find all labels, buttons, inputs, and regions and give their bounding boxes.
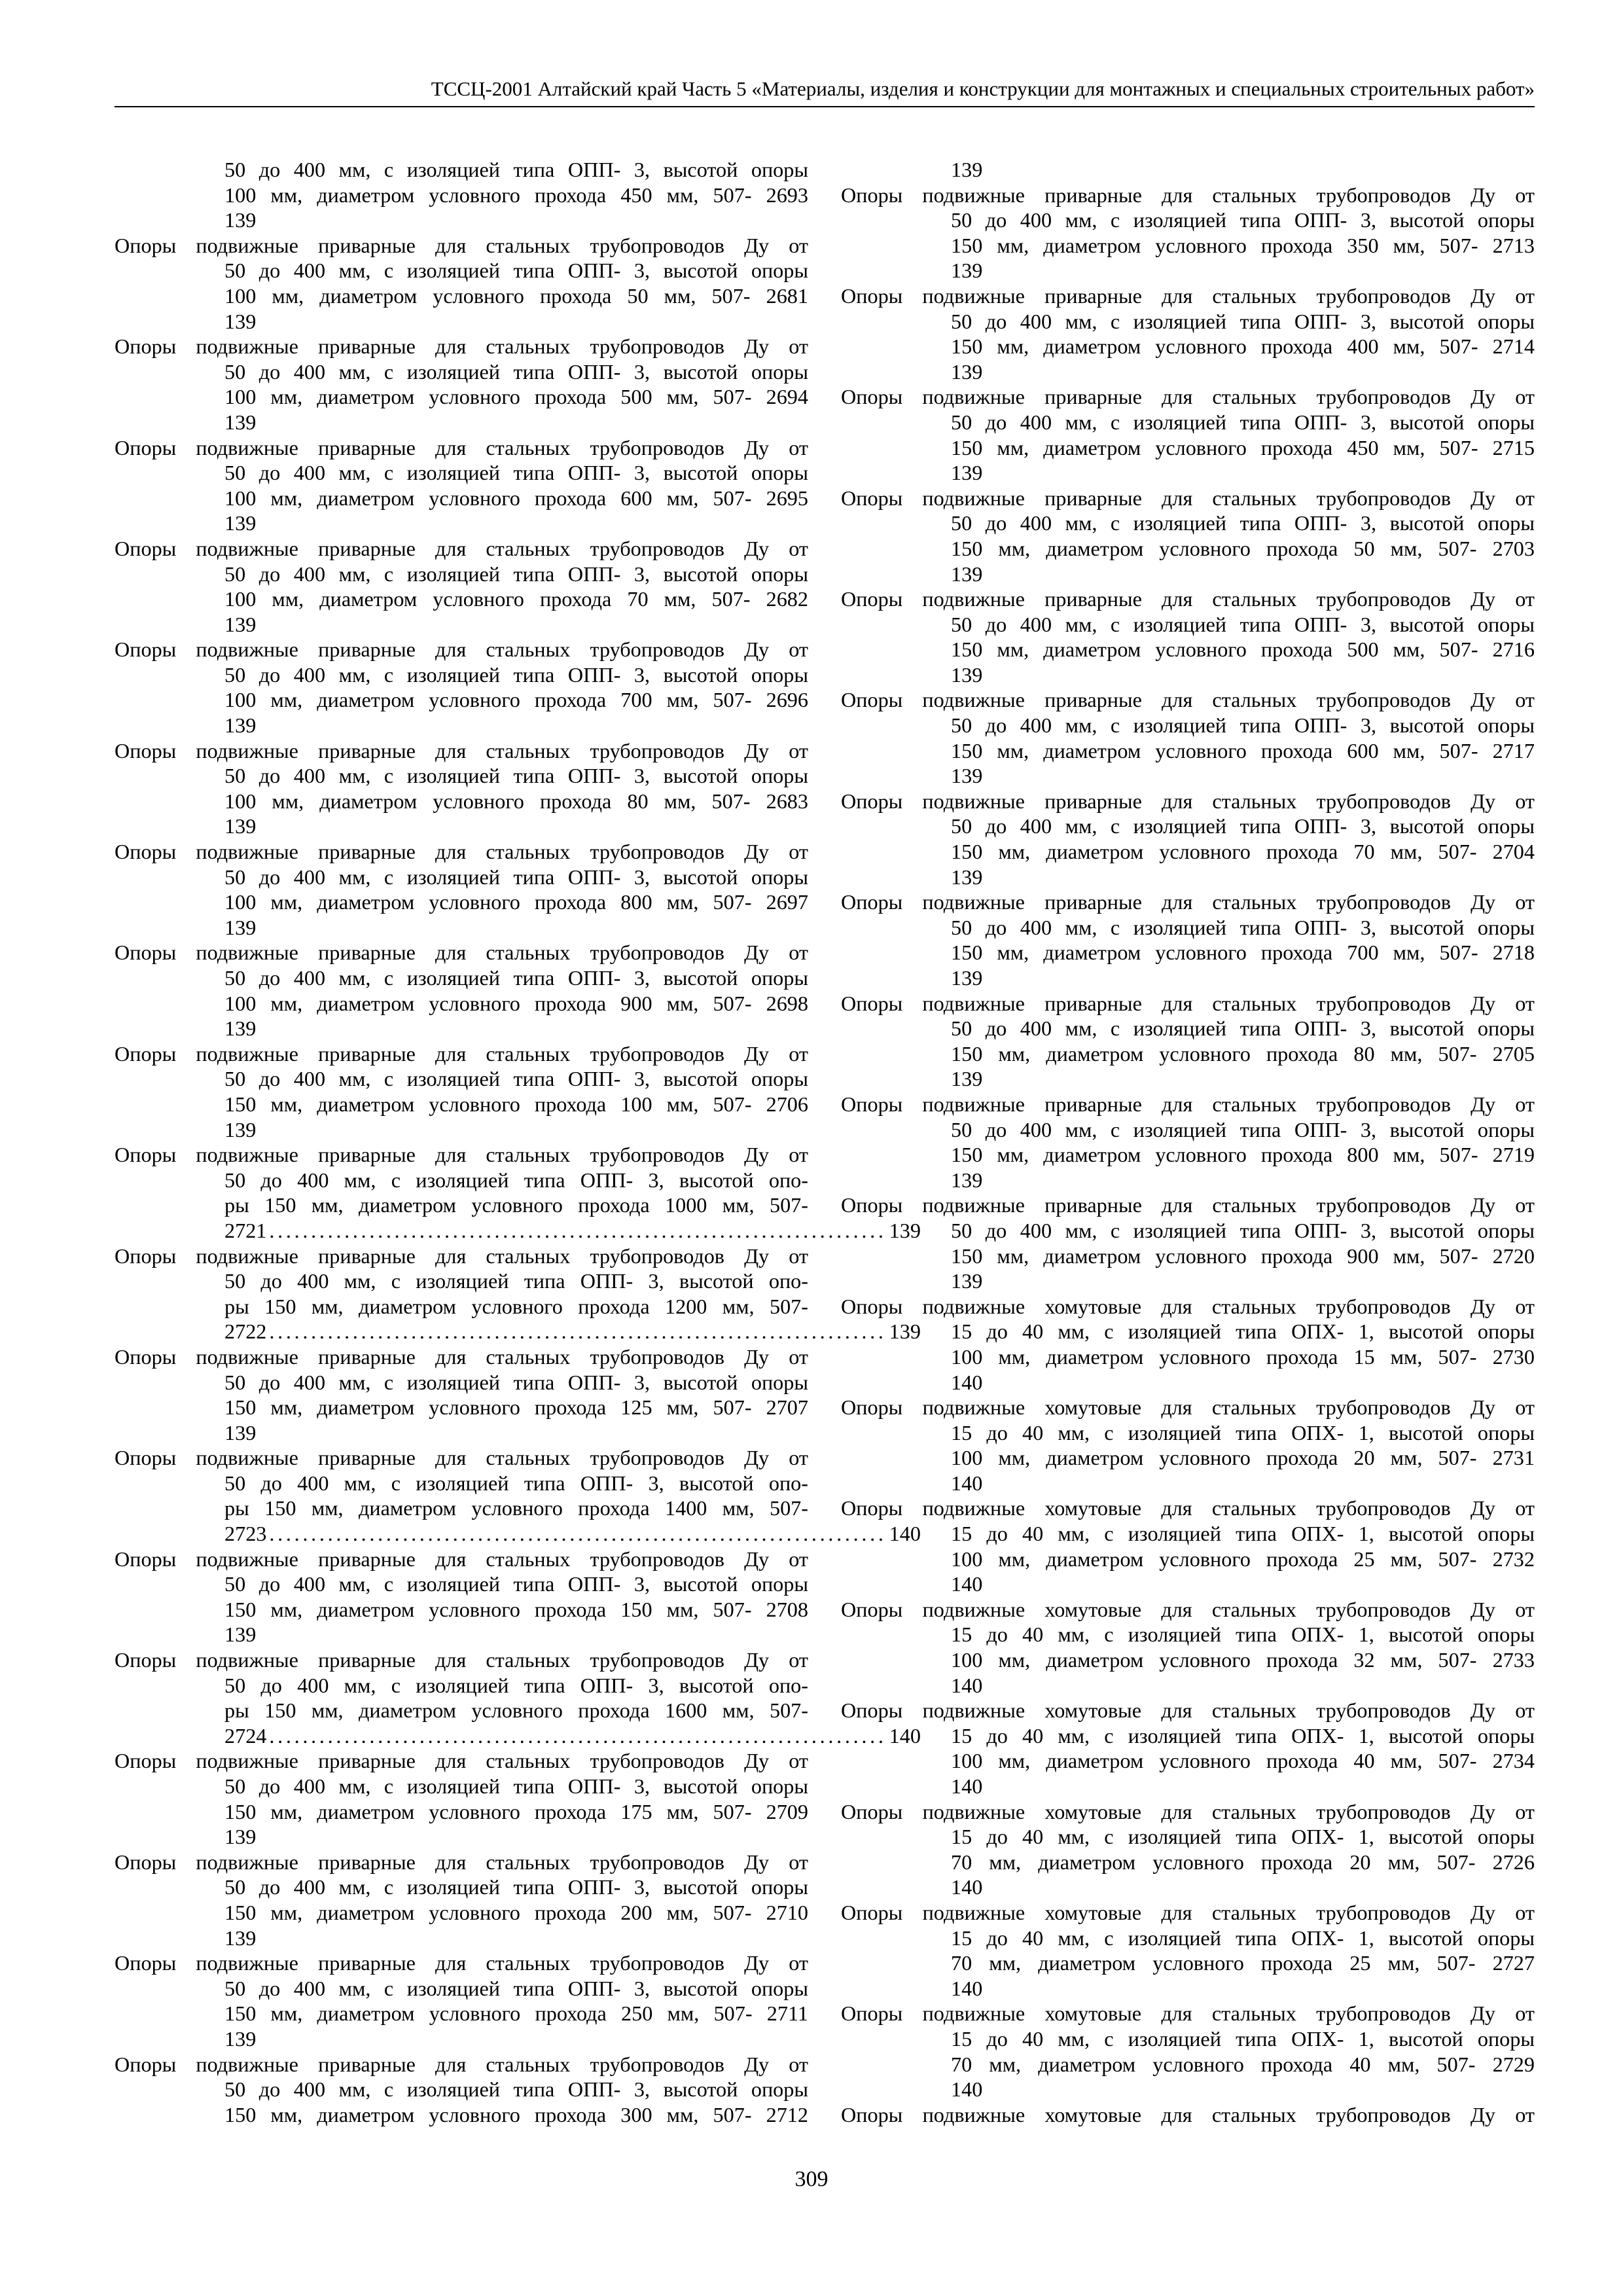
entry-continuation-line: 50 до 400 мм, с изоляцией типа ОПП- 3, высотой опоры — [224, 259, 808, 283]
entry-continuation-line: 139 — [224, 1623, 257, 1647]
entry-title-line: Опоры подвижные хомутовые для стальных трубопроводов Ду от — [841, 2102, 1535, 2126]
entry-title-line: Опоры подвижные приварные для стальных трубопроводов Ду от — [115, 1547, 808, 1571]
entry-continuation-line: 100 мм, диаметром условного прохода 900 мм, 507- 2698 — [224, 991, 808, 1015]
entry-continuation-line: 139 — [951, 1168, 983, 1192]
entry-continuation-line: 150 мм, диаметром условного прохода 175 мм, 507- 2709 — [224, 1799, 808, 1823]
entry-continuation-line: 139 — [224, 814, 257, 838]
entry-title-line: Опоры подвижные приварные для стальных трубопроводов Ду от — [115, 738, 808, 762]
index-entry — [841, 1395, 1535, 1496]
entry-continuation-line: 15 до 40 мм, с изоляцией типа ОПХ- 1, высотой опоры — [951, 1926, 1535, 1950]
entry-continuation-line: 50 до 400 мм, с изоляцией типа ОПП- 3, высотой опо- — [224, 1168, 808, 1192]
entry-continuation-line: 50 до 400 мм, с изоляцией типа ОПП- 3, высотой опоры — [951, 309, 1535, 333]
index-entry — [115, 157, 808, 233]
entry-continuation-line: 50 до 400 мм, с изоляцией типа ОПП- 3, высотой опоры — [951, 1016, 1535, 1041]
entry-code: 2722 — [224, 1319, 267, 1344]
entry-continuation-line: ры 150 мм, диаметром условного прохода 1600 мм, 507- — [224, 1698, 808, 1723]
entry-continuation-line: 15 до 40 мм, с изоляцией типа ОПХ- 1, высотой опоры — [951, 1723, 1535, 1748]
entry-continuation-line: 15 до 40 мм, с изоляцией типа ОПХ- 1, высотой опоры — [951, 1319, 1535, 1344]
entry-title-line: Опоры подвижные хомутовые для стальных трубопроводов Ду от — [841, 1597, 1535, 1621]
entry-continuation-line: 50 до 400 мм, с изоляцией типа ОПП- 3, высотой опоры — [224, 1976, 808, 2000]
index-entry — [115, 2052, 808, 2128]
entry-continuation-line: ры 150 мм, диаметром условного прохода 1400 мм, 507- — [224, 1496, 808, 1520]
index-entry — [841, 991, 1535, 1092]
entry-continuation-line: 50 до 400 мм, с изоляцией типа ОПП- 3, высотой опоры — [224, 1875, 808, 1899]
entry-page-ref: 139 — [889, 1319, 921, 1344]
entry-continuation-line: 150 мм, диаметром условного прохода 450 мм, 507- 2715 — [951, 435, 1535, 459]
entry-continuation-line: 100 мм, диаметром условного прохода 40 мм, 507- 2734 — [951, 1749, 1535, 1773]
entry-title-line: Опоры подвижные приварные для стальных трубопроводов Ду от — [841, 283, 1535, 308]
entry-continuation-line: 140 — [951, 1471, 983, 1495]
entry-continuation-line: 150 мм, диаметром условного прохода 80 мм, 507- 2705 — [951, 1041, 1535, 1066]
entry-title-line: Опоры подвижные хомутовые для стальных трубопроводов Ду от — [841, 1698, 1535, 1723]
entry-continuation-line: 150 мм, диаметром условного прохода 200 мм, 507- 2710 — [224, 1900, 808, 1924]
page-header: ТССЦ-2001 Алтайский край Часть 5 «Материалы, изделия и конструкции для монтажных и специальных строительных работ» — [431, 77, 1535, 100]
index-entry — [841, 157, 1535, 183]
index-entry — [841, 687, 1535, 788]
index-entry — [841, 384, 1535, 485]
index-entry — [115, 940, 808, 1041]
index-column-left — [115, 157, 921, 2127]
entry-continuation-line: 100 мм, диаметром условного прохода 800 мм, 507- 2697 — [224, 890, 808, 914]
entry-continuation-line: 50 до 400 мм, с изоляцией типа ОПП- 3, высотой опоры — [224, 158, 808, 181]
entry-code: 2723 — [224, 1522, 267, 1546]
entry-continuation-line: 139 — [224, 1420, 257, 1444]
index-entry — [841, 183, 1535, 283]
entry-title-line: Опоры подвижные приварные для стальных трубопроводов Ду от — [115, 1446, 808, 1470]
entry-continuation-line: 50 до 400 мм, с изоляцией типа ОПП- 3, высотой опо- — [224, 1673, 808, 1697]
index-entry — [841, 789, 1535, 889]
entry-title-line: Опоры подвижные приварные для стальных трубопроводов Ду от — [115, 1244, 808, 1268]
entry-continuation-line: 140 — [951, 1774, 983, 1798]
entry-continuation-line: 150 мм, диаметром условного прохода 600 мм, 507- 2717 — [951, 738, 1535, 762]
entry-continuation-line: 139 — [951, 562, 983, 586]
entry-title-line: Опоры подвижные приварные для стальных трубопроводов Ду от — [841, 991, 1535, 1015]
leader-row — [224, 1521, 921, 1547]
entry-leader-line — [115, 1723, 921, 1749]
entry-continuation-line: 100 мм, диаметром условного прохода 700 мм, 507- 2696 — [224, 688, 808, 712]
entry-title-line: Опоры подвижные приварные для стальных трубопроводов Ду от — [115, 1850, 808, 1874]
entry-continuation-line: 50 до 400 мм, с изоляцией типа ОПП- 3, высотой опоры — [951, 814, 1535, 838]
entry-continuation-line: 139 — [951, 259, 983, 283]
entry-page-ref: 140 — [889, 1723, 921, 1748]
entry-continuation-line: 100 мм, диаметром условного прохода 70 мм, 507- 2682 — [224, 587, 808, 611]
entry-code: 2721 — [224, 1218, 267, 1242]
index-entry — [841, 2102, 1535, 2128]
index-entry — [115, 1041, 808, 1142]
entry-continuation-line: 140 — [951, 1976, 983, 2000]
entry-continuation-line: 150 мм, диаметром условного прохода 900 мм, 507- 2720 — [951, 1244, 1535, 1268]
entry-continuation-line: 139 — [224, 612, 257, 636]
entry-continuation-line: 50 до 400 мм, с изоляцией типа ОПП- 3, высотой опоры — [224, 1370, 808, 1394]
entry-continuation-line: 70 мм, диаметром условного прохода 40 мм, 507- 2729 — [951, 2052, 1535, 2076]
dot-leader: .......................................................................... — [269, 1218, 887, 1242]
entry-continuation-line: 150 мм, диаметром условного прохода 500 мм, 507- 2716 — [951, 637, 1535, 662]
entry-title-line: Опоры подвижные приварные для стальных трубопроводов Ду от — [841, 183, 1535, 207]
entry-title-line: Опоры подвижные приварные для стальных трубопроводов Ду от — [841, 587, 1535, 611]
entry-continuation-line: 15 до 40 мм, с изоляцией типа ОПХ- 1, высотой опоры — [951, 1825, 1535, 1849]
entry-title-line: Опоры подвижные приварные для стальных трубопроводов Ду от — [115, 840, 808, 864]
dot-leader: .......................................................................... — [269, 1522, 887, 1546]
entry-continuation-line: 15 до 40 мм, с изоляцией типа ОПХ- 1, высотой опоры — [951, 1420, 1535, 1444]
entry-continuation-line: 139 — [951, 461, 983, 485]
entry-continuation-line: 50 до 400 мм, с изоляцией типа ОПП- 3, высотой опоры — [951, 511, 1535, 535]
entry-title-line: Опоры подвижные приварные для стальных трубопроводов Ду от — [841, 789, 1535, 813]
entry-title-line: Опоры подвижные хомутовые для стальных трубопроводов Ду от — [841, 1900, 1535, 1924]
entry-continuation-line: 140 — [951, 1875, 983, 1899]
index-entry — [115, 1344, 808, 1445]
entry-continuation-line: 150 мм, диаметром условного прохода 300 мм, 507- 2712 — [224, 2102, 808, 2126]
dot-leader: .......................................................................... — [269, 1723, 887, 1748]
entry-title-line: Опоры подвижные приварные для стальных трубопроводов Ду от — [115, 637, 808, 662]
entry-code: 2724 — [224, 1723, 267, 1748]
entry-continuation-line: 50 до 400 мм, с изоляцией типа ОПП- 3, высотой опоры — [951, 1218, 1535, 1242]
entry-continuation-line: 139 — [951, 764, 983, 788]
entry-continuation-line: 50 до 400 мм, с изоляцией типа ОПП- 3, высотой опоры — [951, 1117, 1535, 1141]
entry-continuation-line: 140 — [951, 1370, 983, 1394]
index-entry — [115, 1748, 808, 1849]
entry-title-line: Опоры подвижные приварные для стальных трубопроводов Ду от — [115, 1951, 808, 1975]
index-column-right — [841, 157, 1535, 2127]
entry-continuation-line: 139 — [224, 1825, 257, 1849]
index-entry — [841, 1496, 1535, 1596]
entry-continuation-line: 150 мм, диаметром условного прохода 125 мм, 507- 2707 — [224, 1395, 808, 1420]
index-entry — [115, 1445, 921, 1546]
header-rule — [115, 106, 1535, 107]
entry-continuation-line: 15 до 40 мм, с изоляцией типа ОПХ- 1, высотой опоры — [951, 2026, 1535, 2051]
entry-continuation-line: 50 до 400 мм, с изоляцией типа ОПП- 3, высотой опоры — [224, 1067, 808, 1091]
entry-continuation-line: 150 мм, диаметром условного прохода 70 мм, 507- 2704 — [951, 840, 1535, 864]
entry-continuation-line: 140 — [951, 1673, 983, 1697]
entry-continuation-line: 140 — [951, 1572, 983, 1596]
entry-continuation-line: 100 мм, диаметром условного прохода 80 мм, 507- 2683 — [224, 789, 808, 813]
entry-continuation-line: 139 — [224, 309, 257, 333]
entry-title-line: Опоры подвижные приварные для стальных трубопроводов Ду от — [115, 1041, 808, 1066]
entry-continuation-line: ры 150 мм, диаметром условного прохода 1000 мм, 507- — [224, 1193, 808, 1217]
entry-continuation-line: 139 — [951, 662, 983, 687]
entry-continuation-line: 150 мм, диаметром условного прохода 700 мм, 507- 2718 — [951, 941, 1535, 965]
entry-continuation-line: 50 до 400 мм, с изоляцией типа ОПП- 3, высотой опоры — [224, 865, 808, 889]
entry-continuation-line: 50 до 400 мм, с изоляцией типа ОПП- 3, высотой опоры — [224, 461, 808, 485]
index-entry — [115, 1547, 808, 1647]
entry-continuation-line: 50 до 400 мм, с изоляцией типа ОПП- 3, высотой опоры — [224, 359, 808, 384]
index-entry — [115, 1244, 921, 1344]
entry-title-line: Опоры подвижные приварные для стальных трубопроводов Ду от — [115, 435, 808, 459]
entry-continuation-line: 15 до 40 мм, с изоляцией типа ОПХ- 1, высотой опоры — [951, 1623, 1535, 1647]
entry-continuation-line: 50 до 400 мм, с изоляцией типа ОПП- 3, высотой опоры — [951, 208, 1535, 232]
entry-title-line: Опоры подвижные хомутовые для стальных трубопроводов Ду от — [841, 1496, 1535, 1520]
entry-continuation-line: 15 до 40 мм, с изоляцией типа ОПХ- 1, высотой опоры — [951, 1522, 1535, 1546]
entry-page-ref: 140 — [889, 1522, 921, 1546]
entry-continuation-line: 50 до 400 мм, с изоляцией типа ОПП- 3, высотой опоры — [224, 662, 808, 687]
entry-title-line: Опоры подвижные приварные для стальных трубопроводов Ду от — [115, 233, 808, 257]
index-entry — [841, 486, 1535, 586]
index-entry — [115, 435, 808, 536]
entry-continuation-line: 150 мм, диаметром условного прохода 250 мм, 507- 2711 — [224, 2001, 808, 2026]
entry-title-line: Опоры подвижные приварные для стальных трубопроводов Ду от — [841, 385, 1535, 409]
entry-continuation-line: 139 — [224, 208, 257, 232]
entry-title-line: Опоры подвижные приварные для стальных трубопроводов Ду от — [115, 1749, 808, 1773]
entry-continuation-line: 150 мм, диаметром условного прохода 400 мм, 507- 2714 — [951, 334, 1535, 359]
entry-continuation-line: 50 до 400 мм, с изоляцией типа ОПП- 3, высотой опо- — [224, 1471, 808, 1495]
entry-title-line: Опоры подвижные хомутовые для стальных трубопроводов Ду от — [841, 2001, 1535, 2026]
entry-leader-line — [115, 1319, 921, 1344]
entry-continuation-line: 150 мм, диаметром условного прохода 100 мм, 507- 2706 — [224, 1092, 808, 1116]
entry-continuation-line: 50 до 400 мм, с изоляцией типа ОПП- 3, высотой опоры — [224, 2077, 808, 2102]
entry-continuation-line: 139 — [224, 1117, 257, 1141]
entry-title-line: Опоры подвижные приварные для стальных трубопроводов Ду от — [115, 1344, 808, 1369]
entry-continuation-line: 139 — [224, 713, 257, 738]
index-entry — [841, 1193, 1535, 1293]
index-entry — [841, 1092, 1535, 1193]
leader-row — [224, 1723, 921, 1749]
entry-continuation-line: 139 — [224, 410, 257, 434]
page-number: 309 — [794, 2167, 829, 2191]
index-entry — [841, 283, 1535, 384]
entry-continuation-line: 100 мм, диаметром условного прохода 32 мм, 507- 2733 — [951, 1648, 1535, 1672]
entry-continuation-line: 50 до 400 мм, с изоляцией типа ОПП- 3, высотой опоры — [224, 562, 808, 586]
entry-continuation-line: 70 мм, диаметром условного прохода 20 мм, 507- 2726 — [951, 1850, 1535, 1874]
entry-title-line: Опоры подвижные приварные для стальных трубопроводов Ду от — [841, 1193, 1535, 1217]
leader-row — [224, 1218, 921, 1244]
index-entry — [115, 536, 808, 637]
index-entry — [115, 233, 808, 334]
index-entry — [115, 839, 808, 940]
entry-title-line: Опоры подвижные хомутовые для стальных трубопроводов Ду от — [841, 1395, 1535, 1420]
index-entry — [841, 889, 1535, 990]
index-entry — [841, 1900, 1535, 2001]
entry-continuation-line: 50 до 400 мм, с изоляцией типа ОПП- 3, высотой опо- — [224, 1269, 808, 1293]
entry-continuation-line: 50 до 400 мм, с изоляцией типа ОПП- 3, высотой опоры — [951, 915, 1535, 939]
index-entry — [115, 1850, 808, 1950]
entry-continuation-line: 139 — [224, 511, 257, 535]
index-entry — [841, 1698, 1535, 1799]
index-entry — [115, 1647, 921, 1748]
entry-continuation-line: 50 до 400 мм, с изоляцией типа ОПП- 3, высотой опоры — [951, 410, 1535, 434]
entry-title-line: Опоры подвижные приварные для стальных трубопроводов Ду от — [115, 334, 808, 359]
entry-continuation-line: 100 мм, диаметром условного прохода 25 мм, 507- 2732 — [951, 1547, 1535, 1571]
entry-continuation-line: 139 — [951, 359, 983, 384]
index-entry — [841, 586, 1535, 687]
entry-title-line: Опоры подвижные приварные для стальных трубопроводов Ду от — [115, 1648, 808, 1672]
entry-continuation-line: 140 — [951, 2077, 983, 2102]
entry-continuation-line: 139 — [951, 966, 983, 990]
entry-continuation-line: 50 до 400 мм, с изоляцией типа ОПП- 3, высотой опоры — [224, 1572, 808, 1596]
entry-continuation-line: 100 мм, диаметром условного прохода 500 мм, 507- 2694 — [224, 385, 808, 409]
index-entry — [841, 1597, 1535, 1698]
entry-continuation-line: 150 мм, диаметром условного прохода 800 мм, 507- 2719 — [951, 1143, 1535, 1167]
index-entry — [115, 1950, 808, 2051]
entry-title-line: Опоры подвижные хомутовые для стальных трубопроводов Ду от — [841, 1799, 1535, 1823]
entry-continuation-line: 150 мм, диаметром условного прохода 50 мм, 507- 2703 — [951, 536, 1535, 560]
entry-title-line: Опоры подвижные приварные для стальных трубопроводов Ду от — [115, 1143, 808, 1167]
entry-title-line: Опоры подвижные приварные для стальных трубопроводов Ду от — [841, 890, 1535, 914]
entry-continuation-line: 70 мм, диаметром условного прохода 25 мм, 507- 2727 — [951, 1951, 1535, 1975]
index-entry — [841, 1294, 1535, 1395]
entry-leader-line — [115, 1521, 921, 1547]
index-entry — [115, 738, 808, 839]
entry-continuation-line: 150 мм, диаметром условного прохода 150 мм, 507- 2708 — [224, 1597, 808, 1621]
entry-title-line: Опоры подвижные приварные для стальных трубопроводов Ду от — [115, 536, 808, 560]
entry-leader-line — [115, 1218, 921, 1244]
dot-leader: .......................................................................... — [269, 1319, 887, 1344]
entry-continuation-line: 100 мм, диаметром условного прохода 600 мм, 507- 2695 — [224, 486, 808, 510]
entry-continuation-line: 139 — [951, 865, 983, 889]
entry-continuation-line: 139 — [951, 1269, 983, 1293]
entry-continuation-line: 150 мм, диаметром условного прохода 350 мм, 507- 2713 — [951, 233, 1535, 257]
index-entry — [841, 1799, 1535, 1900]
index-entry — [841, 2001, 1535, 2102]
entry-continuation-line: 50 до 400 мм, с изоляцией типа ОПП- 3, высотой опоры — [951, 612, 1535, 636]
entry-title-line: Опоры подвижные приварные для стальных трубопроводов Ду от — [841, 1092, 1535, 1116]
entry-continuation-line: 139 — [224, 1926, 257, 1950]
entry-continuation-line: 50 до 400 мм, с изоляцией типа ОПП- 3, высотой опоры — [224, 966, 808, 990]
entry-title-line: Опоры подвижные приварные для стальных трубопроводов Ду от — [841, 688, 1535, 712]
entry-continuation-line: 50 до 400 мм, с изоляцией типа ОПП- 3, высотой опоры — [224, 1774, 808, 1798]
index-entry — [115, 1142, 921, 1243]
leader-row — [224, 1319, 921, 1344]
entry-continuation-line: 139 — [224, 915, 257, 939]
entry-continuation-line: 100 мм, диаметром условного прохода 50 мм, 507- 2681 — [224, 283, 808, 308]
entry-title-line: Опоры подвижные приварные для стальных трубопроводов Ду от — [841, 486, 1535, 510]
entry-continuation-line: 100 мм, диаметром условного прохода 450 мм, 507- 2693 — [224, 183, 808, 207]
entry-title-line: Опоры подвижные приварные для стальных трубопроводов Ду от — [115, 941, 808, 965]
entry-page-ref: 139 — [889, 1218, 921, 1242]
entry-continuation-line: 50 до 400 мм, с изоляцией типа ОПП- 3, высотой опоры — [951, 713, 1535, 738]
entry-continuation-line: 139 — [951, 158, 983, 181]
entry-continuation-line: ры 150 мм, диаметром условного прохода 1200 мм, 507- — [224, 1294, 808, 1318]
entry-title-line: Опоры подвижные приварные для стальных трубопроводов Ду от — [115, 2052, 808, 2076]
entry-continuation-line: 139 — [224, 1016, 257, 1041]
index-entry — [115, 334, 808, 435]
entry-title-line: Опоры подвижные хомутовые для стальных трубопроводов Ду от — [841, 1294, 1535, 1318]
entry-continuation-line: 139 — [951, 1067, 983, 1091]
entry-continuation-line: 139 — [224, 2026, 257, 2051]
entry-continuation-line: 100 мм, диаметром условного прохода 20 мм, 507- 2731 — [951, 1446, 1535, 1470]
entry-continuation-line: 100 мм, диаметром условного прохода 15 мм, 507- 2730 — [951, 1344, 1535, 1369]
index-entry — [115, 637, 808, 738]
entry-continuation-line: 50 до 400 мм, с изоляцией типа ОПП- 3, высотой опоры — [224, 764, 808, 788]
